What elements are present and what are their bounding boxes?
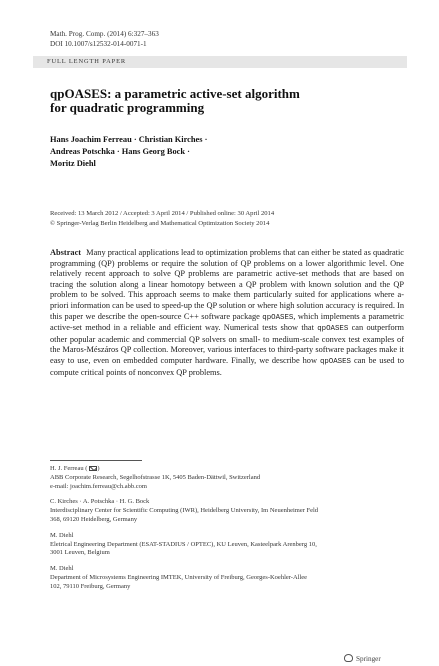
- authors-line-1: Hans Joachim Ferreau · Christian Kirches ·: [50, 135, 208, 144]
- author-list: [50, 134, 207, 170]
- abstract-text-2: , which implements a parametric active-set method in a reliable and efficient way. Numerical tests show that: [50, 311, 404, 333]
- abstract-code-1: qpOASES: [262, 313, 294, 322]
- publication-dates: [50, 209, 274, 229]
- abstract: [50, 248, 404, 378]
- paper-title: [50, 87, 390, 115]
- affiliation-3: [50, 532, 405, 558]
- abstract-code-3: qpOASES: [319, 357, 351, 366]
- authors-line-2: Andreas Potschka · Hans Georg Bock ·: [50, 147, 190, 156]
- abstract-text-3: can outperform other popular academic and commercial QP solvers on small- to medium-scale convex test examples of the Maros-Mészáros QP collection. Moreover, various interfaces to third-party software packages make it easy to use, even on embedded computer hardware. Finally, we describe how: [50, 323, 404, 365]
- abstract-text-1: Many practical applications lead to optimization problems that can either be stated as quadratic programming (QP) problems or require the solution of QP problems on a lower algorithmic level. One relatively recent approach to solve QP problems are parametric active-set methods that are based on tracing the solution along a linear homotopy between a QP problem with known solution and the QP problem to be solved. This approach seems to make them particularly suited for applications where a-priori information can be used to speed-up the QP solution or where high solution accuracy is required. In this paper we describe the open-source C++ software package: [50, 248, 404, 321]
- affiliation-2-address-1: Interdisciplinary Center for Scientific Computing (IWR), Heidelberg University, Im Neuenheimer Feld: [50, 507, 319, 515]
- footnote-divider: [50, 460, 142, 461]
- affiliation-4-names: M. Diehl: [50, 565, 74, 573]
- affiliations: [50, 465, 405, 599]
- journal-doi: DOI 10.1007/s12532-014-0071-1: [50, 40, 147, 48]
- copyright-line: © Springer-Verlag Berlin Heidelberg and Mathematical Optimization Society 2014: [50, 220, 270, 227]
- affiliation-3-names: M. Diehl: [50, 531, 74, 539]
- affiliation-3-address-2: 3001 Leuven, Belgium: [50, 549, 110, 557]
- affiliation-1: H. J. Ferreau ( ) ABB Corporate Research, Segelhofstrasse 1K, 5405 Baden-Dättwil, Switzerland e-mail: joachim.ferreau@ch.abb.com: [50, 465, 405, 491]
- publisher-name: Springer: [356, 655, 381, 663]
- affiliation-1-address: ABB Corporate Research, Segelhofstrasse 1K, 5405 Baden-Dättwil, Switzerland: [50, 473, 261, 481]
- abstract-text-4: can be used to compute critical points of nonconvex QP problems.: [50, 355, 404, 377]
- affiliation-3-address-1: Eletrical Engineering Department (ESAT-STADIUS / OPTEC), KU Leuven, Kasteelpark Arenberg 10,: [50, 540, 317, 548]
- authors-line-3: Moritz Diehl: [50, 159, 96, 168]
- affiliation-2: [50, 498, 405, 524]
- affiliation-4-address-2: 102, 79110 Freiburg, Germany: [50, 582, 131, 590]
- article-type-band: FULL LENGTH PAPER: [33, 56, 407, 68]
- publisher-mark: [344, 654, 381, 664]
- affiliation-4: [50, 565, 405, 591]
- journal-citation: Math. Prog. Comp. (2014) 6:327–363: [50, 30, 159, 38]
- affiliation-4-address-1: Department of Microsystems Engineering IMTEK, University of Freiburg, Georges-Koehler-Allee: [50, 573, 308, 581]
- journal-header: [50, 29, 159, 49]
- date-history: Received: 13 March 2012 / Accepted: 3 April 2014 / Published online: 30 April 2014: [50, 210, 275, 217]
- title-line-2: for quadratic programming: [50, 100, 205, 115]
- abstract-code-2: qpOASES: [317, 325, 349, 334]
- envelope-icon: [89, 466, 97, 471]
- abstract-label: Abstract: [50, 248, 82, 257]
- title-line-1: qpOASES: a parametric active-set algorithm: [50, 86, 300, 101]
- affiliation-2-names: C. Kirches · A. Potschka · H. G. Bock: [50, 498, 150, 506]
- affiliation-1-names: H. J. Ferreau: [50, 465, 84, 472]
- affiliation-1-email: e-mail: joachim.ferreau@ch.abb.com: [50, 482, 147, 490]
- springer-horse-icon: [344, 654, 353, 662]
- affiliation-2-address-2: 368, 69120 Heidelberg, Germany: [50, 515, 138, 523]
